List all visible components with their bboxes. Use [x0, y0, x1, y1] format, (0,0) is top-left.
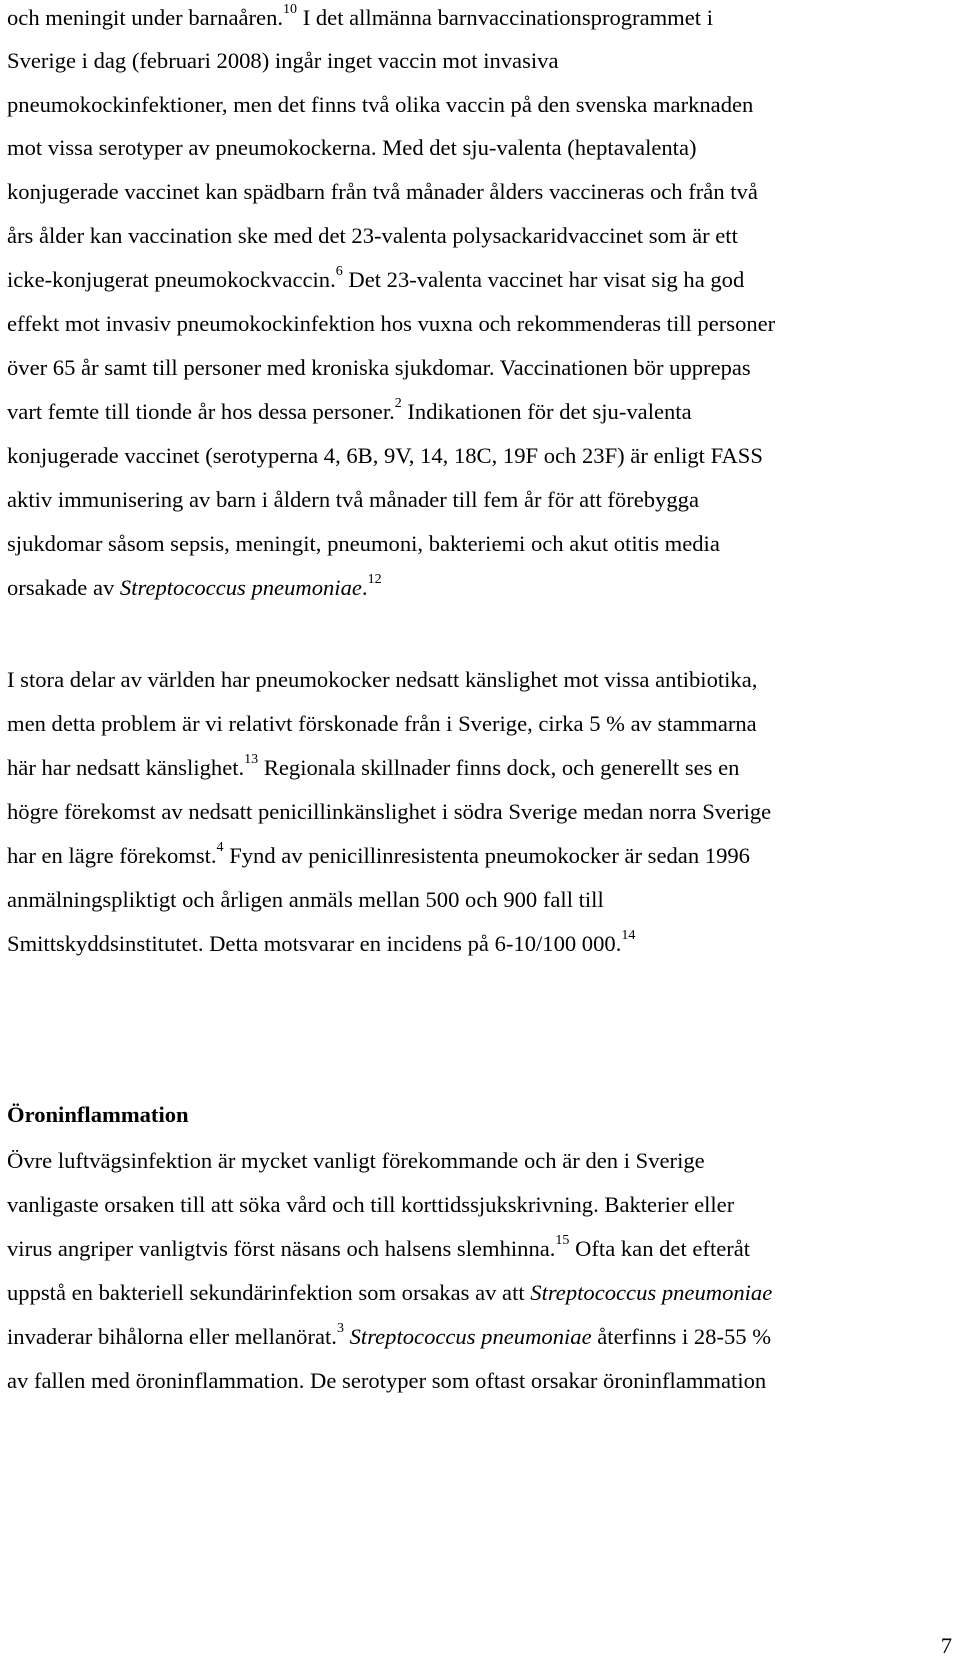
text-segment: Smittskyddsinstitutet. Detta motsvarar en incidens på 6-10/100 000.: [7, 931, 622, 956]
text-segment: .: [361, 575, 368, 600]
text-line: Sverige i dag (februari 2008) ingår inget vaccin mot invasiva: [7, 48, 559, 73]
text-line: men detta problem är vi relativt förskonade från i Sverige, cirka 5 % av stammarna: [7, 711, 757, 736]
text-line: [7, 4, 713, 32]
species-name: Streptococcus pneumoniae: [530, 1280, 773, 1305]
text-line: effekt mot invasiv pneumokockinfektion hos vuxna och rekommenderas till personer: [7, 311, 776, 336]
citation-ref: 3: [336, 1321, 344, 1337]
text-segment: icke-konjugerat pneumokockvaccin.: [7, 267, 336, 292]
text-segment: Fynd av penicillinresistenta pneumokocker är sedan 1996: [223, 843, 750, 868]
text-segment: har en lägre förekomst.: [7, 843, 217, 868]
citation-ref: 13: [244, 752, 259, 768]
text-segment: I det allmänna barnvaccinationsprogrammet i: [297, 5, 713, 30]
text-line: [7, 930, 635, 958]
citation-ref: 12: [367, 572, 382, 588]
text-segment: virus angriper vanligtvis först näsans och halsens slemhinna.: [7, 1236, 556, 1261]
citation-ref: 6: [335, 264, 343, 280]
text-segment: orsakade av: [7, 575, 120, 600]
text-segment: uppstå en bakteriell sekundärinfektion som orsakas av att: [7, 1280, 531, 1305]
text-line: mot vissa serotyper av pneumokockerna. Med det sju-valenta (heptavalenta): [7, 135, 697, 160]
text-line: konjugerade vaccinet (serotyperna 4, 6B, 9V, 14, 18C, 19F och 23F) är enligt FASS: [7, 443, 763, 468]
citation-ref: 10: [283, 2, 298, 18]
text-line: av fallen med öroninflammation. De serotyper som oftast orsakar öroninflammation: [7, 1368, 767, 1393]
citation-ref: 15: [555, 1233, 570, 1249]
text-line: [7, 1323, 771, 1351]
text-segment: Indikationen för det sju-valenta: [401, 399, 692, 424]
text-line: Övre luftvägsinfektion är mycket vanligt förekommande och är den i Sverige: [7, 1148, 705, 1173]
text-line: anmälningspliktigt och årligen anmäls mellan 500 och 900 fall till: [7, 887, 604, 912]
text-segment: Ofta kan det efteråt: [569, 1236, 751, 1261]
text-line: I stora delar av världen har pneumokocker nedsatt känslighet mot vissa antibiotika,: [7, 667, 758, 692]
text-segment: Regionala skillnader finns dock, och generellt ses en: [258, 755, 740, 780]
text-line: aktiv immunisering av barn i åldern två månader till fem år för att förebygga: [7, 487, 699, 512]
text-line: [7, 266, 744, 294]
text-line: [7, 754, 739, 782]
text-line: konjugerade vaccinet kan spädbarn från två månader ålders vaccineras och från två: [7, 179, 758, 204]
text-segment: och meningit under barnaåren.: [7, 5, 284, 30]
text-segment: vart femte till tionde år hos dessa personer.: [7, 399, 395, 424]
species-name: Streptococcus pneumoniae: [119, 575, 362, 600]
citation-ref: 2: [394, 396, 402, 412]
text-line: [7, 842, 750, 870]
text-segment: här har nedsatt känslighet.: [7, 755, 245, 780]
text-segment: Det 23-valenta vaccinet har visat sig ha god: [342, 267, 745, 292]
text-line: sjukdomar såsom sepsis, meningit, pneumoni, bakteriemi och akut otitis media: [7, 531, 720, 556]
text-line: [7, 398, 692, 426]
text-line: års ålder kan vaccination ske med det 23-valenta polysackaridvaccinet som är ett: [7, 223, 738, 248]
text-line: [7, 574, 382, 602]
section-heading: Öroninflammation: [7, 1102, 189, 1127]
species-name: Streptococcus pneumoniae: [349, 1324, 592, 1349]
text-line: över 65 år samt till personer med kroniska sjukdomar. Vaccinationen bör upprepas: [7, 355, 751, 380]
citation-ref: 14: [621, 928, 636, 944]
text-segment: återfinns i 28-55 %: [591, 1324, 772, 1349]
text-line: vanligaste orsaken till att söka vård och till korttidssjukskrivning. Bakterier eller: [7, 1192, 735, 1217]
citation-ref: 4: [216, 840, 224, 856]
text-line: högre förekomst av nedsatt penicillinkänslighet i södra Sverige medan norra Sverige: [7, 799, 772, 824]
text-line: [7, 1279, 772, 1307]
page-number: 7: [940, 1633, 952, 1658]
text-line: pneumokockinfektioner, men det finns två olika vaccin på den svenska marknaden: [7, 92, 754, 117]
text-segment: invaderar bihålorna eller mellanörat.: [7, 1324, 337, 1349]
text-line: [7, 1235, 750, 1263]
